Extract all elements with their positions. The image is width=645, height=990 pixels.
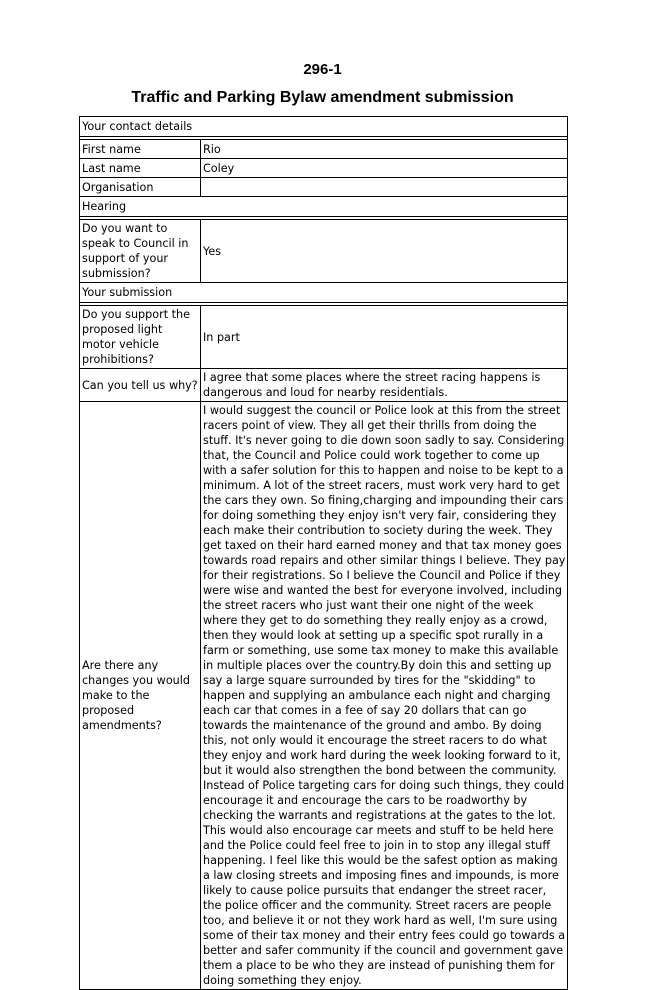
section-heading-hearing: Hearing	[80, 197, 568, 217]
first-name-label: First name	[80, 140, 201, 159]
section-submission-row	[80, 283, 568, 303]
first-name-row	[80, 140, 568, 159]
why-value: I agree that some places where the street racing happens is dangerous and loud for nearby residentials.	[201, 369, 568, 402]
why-row	[80, 369, 568, 402]
organisation-label: Organisation	[80, 178, 201, 197]
support-row	[80, 306, 568, 369]
last-name-row	[80, 159, 568, 178]
section-contact-row	[80, 117, 568, 137]
why-label: Can you tell us why?	[80, 369, 201, 402]
changes-row	[80, 402, 568, 990]
speak-row	[80, 220, 568, 283]
section-heading-contact: Your contact details	[80, 117, 568, 137]
speak-label: Do you want to speak to Council in support of your submission?	[80, 220, 201, 283]
changes-label: Are there any changes you would make to the proposed amendments?	[80, 402, 201, 990]
support-value: In part	[201, 306, 568, 369]
speak-value: Yes	[201, 220, 568, 283]
changes-value: I would suggest the council or Police look at this from the street racers point of view. They all get their thrills from doing the stuff. It's never going to die down soon sadly to say. Considering that, the Council and Police could work together to come up with a safer solution for this to happen and noise to be kept to a minimum. A lot of the street racers, must work very hard to get the cars they own. So fining,charging and impounding their cars for doing something they enjoy isn't very fair, considering they each make their contribution to society during the week. They get taxed on their hard earned money and that tax money goes towards road repairs and other similar things I believe. They pay for their registrations. So I believe the Council and Police if they were wise and wanted the best for everyone involved, including the street racers who just want their one night of the week where they get to do something they really enjoy as a crowd, then they would look at setting up a specific spot rurally in a farm or something, use some tax money to make this available in multiple places over the country.By doin this and setting up say a large square surrounded by tires for the "skidding" to happen and supplying an ambulance each night and charging each car that comes in a fee of say 20 dollars that can go towards the maintenance of the ground and ambo. By doing this, not only would it encourage the street racers to do what they enjoy and work hard during the week looking forward to it, but it would also strengthen the bond between the community. Instead of Police targeting cars for doing such things, they could encourage it and encourage the cars to be roadworthy by checking the warrants and registrations at the gates to the lot. This would also encourage car meets and stuff to be held here and the Police could feel free to join in to stop any illegal stuff happening. I feel like this would be the safest option as making a law closing streets and imposing fines and impounds, is more likely to cause police pursuits that endanger the street racer, the police officer and the community. Street racers are people too, and believe it or not they work hard as well, I'm sure using some of their tax money and their entry fees could go towards a better and safer community if the council and government gave them a place to be who they are instead of punishing them for doing something they enjoy.	[201, 402, 568, 990]
support-label: Do you support the proposed light motor vehicle prohibitions?	[80, 306, 201, 369]
last-name-label: Last name	[80, 159, 201, 178]
organisation-row	[80, 178, 568, 197]
last-name-value: Coley	[201, 159, 568, 178]
submission-form-table	[79, 116, 568, 990]
section-heading-submission: Your submission	[80, 283, 568, 303]
document-title: Traffic and Parking Bylaw amendment submission	[131, 89, 514, 106]
first-name-value: Rio	[201, 140, 568, 159]
document-id: 296-1	[303, 61, 342, 78]
organisation-value	[201, 178, 568, 197]
section-hearing-row	[80, 197, 568, 217]
